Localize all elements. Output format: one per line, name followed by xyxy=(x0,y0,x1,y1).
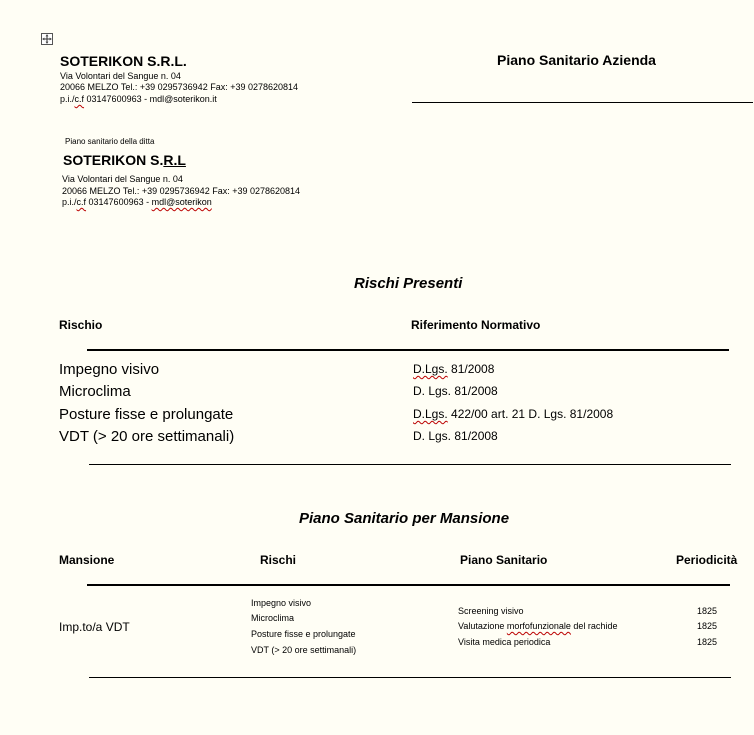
plan-risk-item: Impegno visivo xyxy=(251,598,312,608)
company-name: SOTERIKON S.R.L. xyxy=(60,53,187,69)
plan-item-period: 1825 xyxy=(697,606,718,616)
plan-item-period: 1825 xyxy=(697,621,718,631)
tax-prefix: p.i./ xyxy=(60,94,75,104)
company-block-tax-line: p.i./c.f 03147600963 - mdl@soterikon xyxy=(62,197,212,207)
company-tax-line xyxy=(60,94,217,106)
job-column-header: Mansione xyxy=(59,553,115,567)
plan-item: Screening visivo xyxy=(458,606,524,616)
table-move-handle[interactable] xyxy=(41,33,53,45)
company-address: Via Volontari del Sangue n. 04 xyxy=(60,71,181,81)
risks-footer-divider xyxy=(89,464,731,465)
company-block-name: SOTERIKON S.R.L xyxy=(63,152,186,168)
risk-row-norm: D.Lgs. 422/00 art. 21 D. Lgs. 81/2008 xyxy=(413,407,614,421)
plan-risk-item: Microclima xyxy=(251,613,295,623)
risk-row-label: Microclima xyxy=(59,383,131,400)
plan-risk-item: Posture fisse e prolungate xyxy=(251,629,356,639)
plan-item: Valutazione morfofunzionale del rachide xyxy=(458,621,618,631)
plan-risk-item: VDT (> 20 ore settimanali) xyxy=(251,645,357,655)
risks-section-title: Rischi Presenti xyxy=(354,275,463,292)
risks-header-divider xyxy=(87,349,729,351)
move-arrows-icon xyxy=(42,34,52,44)
risk-row-label: Impegno visivo xyxy=(59,361,160,378)
company-block-address: Via Volontari del Sangue n. 04 xyxy=(62,174,183,184)
job-title: Imp.to/a VDT xyxy=(59,620,130,634)
plan-item: Visita medica periodica xyxy=(458,637,551,647)
tax-rest: 03147600963 - mdl@soterikon.it xyxy=(84,94,217,104)
norm-column-header: Riferimento Normativo xyxy=(411,318,541,332)
company-contacts: 20066 MELZO Tel.: +39 0295736942 Fax: +39 0278620814 xyxy=(60,82,299,92)
plan-intro: Piano sanitario della ditta xyxy=(65,137,155,146)
tax-cf: c.f xyxy=(74,94,85,104)
risk-row-label: Posture fisse e prolungate xyxy=(59,406,234,423)
plan-header-divider xyxy=(87,584,730,586)
risk-row-label: VDT (> 20 ore settimanali) xyxy=(59,428,235,445)
company-block-contacts: 20066 MELZO Tel.: +39 0295736942 Fax: +39 0278620814 xyxy=(62,186,301,196)
document-title: Piano Sanitario Azienda xyxy=(497,52,656,68)
health-plan-column-header: Piano Sanitario xyxy=(460,553,548,567)
header-divider xyxy=(412,102,753,103)
plan-item-period: 1825 xyxy=(697,637,718,647)
risk-row-norm: D. Lgs. 81/2008 xyxy=(413,384,498,398)
risk-column-header: Rischio xyxy=(59,318,103,332)
risk-row-norm: D. Lgs. 81/2008 xyxy=(413,429,498,443)
plan-footer-divider xyxy=(89,677,731,678)
risk-row-norm: D.Lgs. 81/2008 xyxy=(413,362,495,376)
plan-section-title: Piano Sanitario per Mansione xyxy=(299,510,510,527)
plan-risks-column-header: Rischi xyxy=(260,553,297,567)
periodicity-column-header: Periodicità xyxy=(676,553,738,567)
